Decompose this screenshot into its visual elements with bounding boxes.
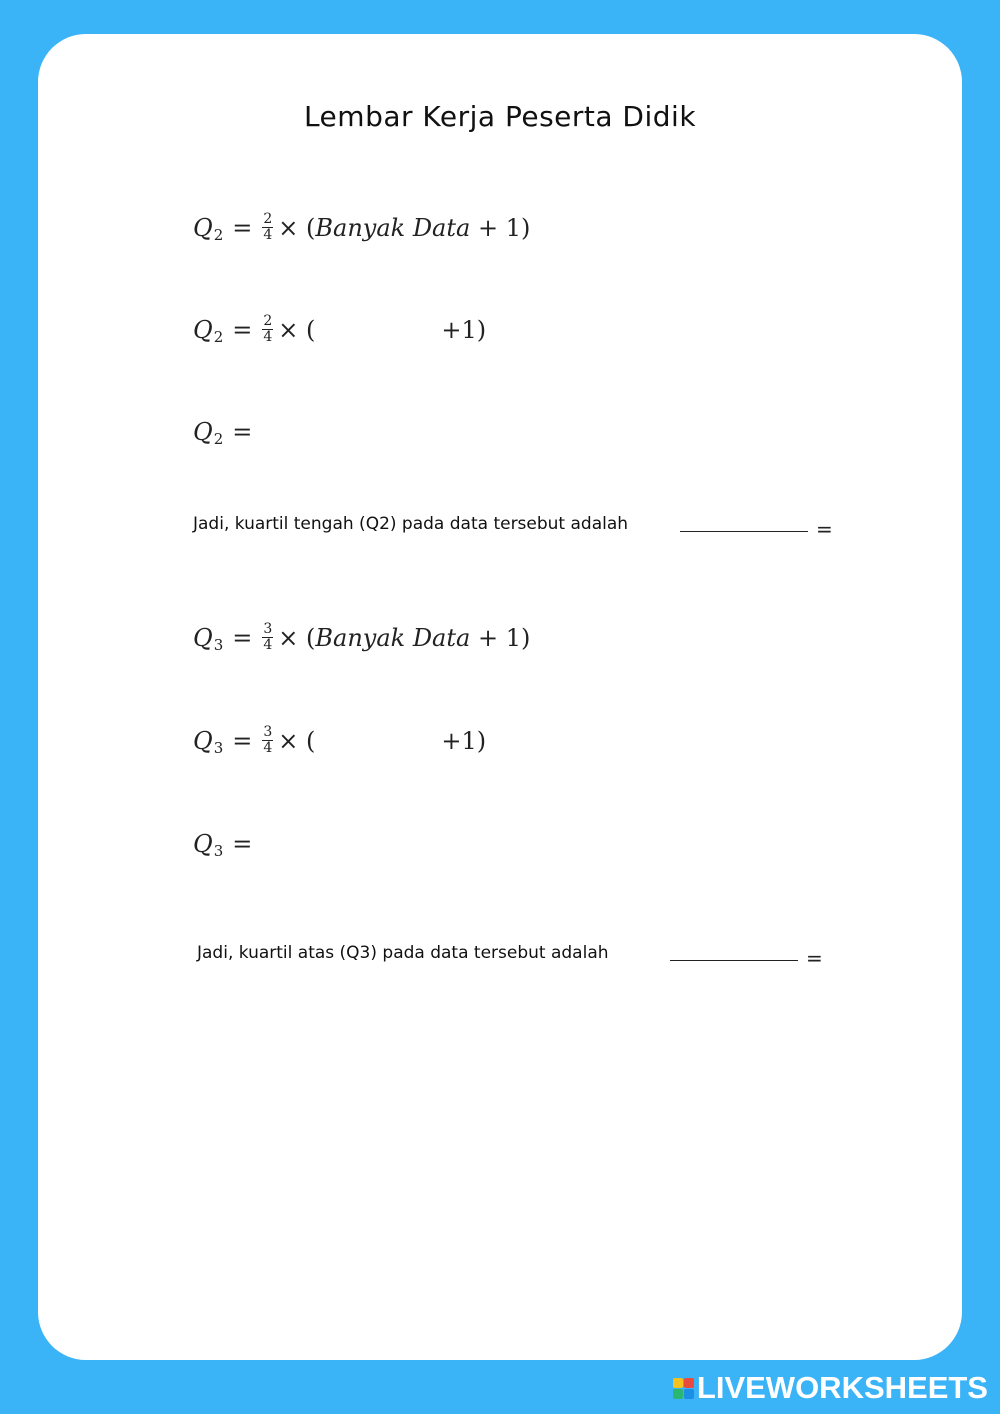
- q3-times-open: × (: [278, 623, 316, 652]
- q2-plus-one: + 1): [470, 213, 531, 242]
- q2-times-open: × (: [278, 213, 316, 242]
- q2-equals: =: [232, 213, 253, 242]
- q2-subscript: 2: [213, 225, 224, 244]
- q3-subscript: 3: [213, 635, 224, 654]
- q3-fraction: $\frac{3}{4}$: [263, 621, 273, 653]
- q2-substitution-line: Q 2 = $\frac{2}{4}$ × ( +1): [193, 313, 487, 346]
- q2-banyak-data: Banyak Data: [315, 213, 471, 242]
- liveworksheets-logo-icon: [673, 1378, 694, 1399]
- q3-plus-one: + 1): [470, 623, 531, 652]
- q3-answer-blank[interactable]: [670, 960, 798, 961]
- q2-symbol: Q: [193, 213, 213, 242]
- q3-substitution-line: Q 3 = $\frac{3}{4}$ × ( +1): [193, 724, 487, 757]
- liveworksheets-brand: [673, 1370, 988, 1406]
- page-title: Lembar Kerja Peserta Didik: [303, 100, 697, 133]
- q3-answer-equals: =: [806, 946, 823, 970]
- q3-banyak-data: Banyak Data: [315, 623, 471, 652]
- q3-conclusion-text: Jadi, kuartil atas (Q3) pada data tersebut adalah: [197, 943, 609, 963]
- q2-answer-blank[interactable]: [680, 531, 808, 532]
- brand-name: LIVEWORKSHEETS: [696, 1370, 988, 1405]
- q3-result-line: Q 3 =: [193, 830, 253, 860]
- q2-fraction: $\frac{2}{4}$: [263, 211, 273, 243]
- q3-fraction-2: $\frac{3}{4}$: [263, 724, 273, 756]
- q2-conclusion-text: Jadi, kuartil tengah (Q2) pada data tersebut adalah: [193, 514, 629, 534]
- q2-answer-equals: =: [816, 517, 833, 541]
- q3-equals: =: [232, 623, 253, 652]
- q3-symbol: Q: [193, 623, 213, 652]
- q2-result-line: Q 2 =: [193, 418, 253, 448]
- q3-formula-line: [193, 622, 530, 653]
- q2-formula-line: [193, 212, 530, 243]
- q2-fraction-2: $\frac{2}{4}$: [263, 313, 273, 345]
